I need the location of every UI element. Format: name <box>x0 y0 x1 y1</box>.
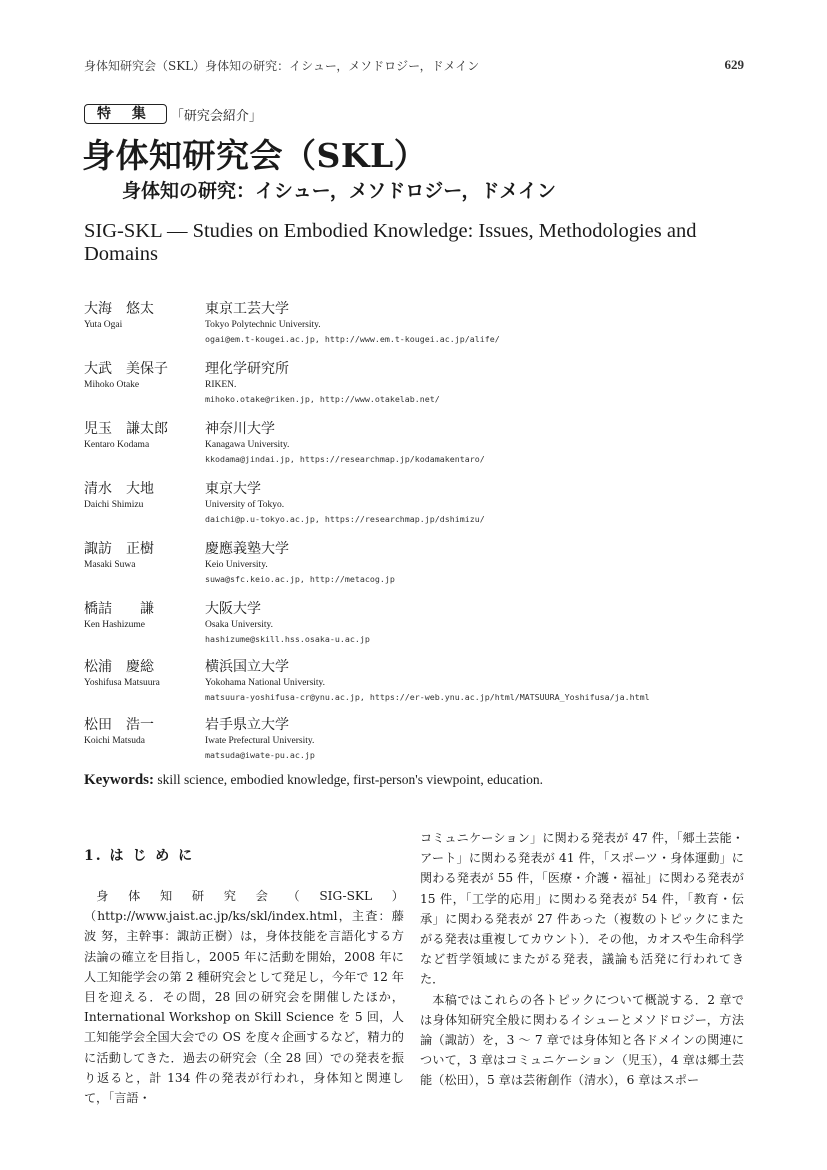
body-paragraph: 身体知研究会（SIG-SKL）（http://www.jaist.ac.jp/ks/skl/index.html，主査：藤波 努，主幹事：諏訪正樹）は，身体技能を言語化する方法論の確立を目指し，2005 年に活動を開始，2008 年に人工知能学会の第 2 種研究会として発足し，今年で 12 年目を迎える．その間，28 回の研究会を開催したほか，International Workshop on Skill Science を 5 回，人工知能学会全国大会での OS を度々企画するなど，精力的に活動してきた．過去の研究会（全 28 回）での発表を振り返ると，計 134 件の発表が行われ，身体知と関連して，「言語・ <box>84 889 404 1106</box>
author-name-ja: 橋詰 謙 <box>84 601 154 617</box>
author-contact: mihoko.otake@riken.jp, http://www.otakelab.net/ <box>205 394 440 404</box>
author-name-ja: 松浦 慶総 <box>84 659 154 675</box>
author-name-ja: 大武 美保子 <box>84 361 168 377</box>
author-name-en: Kentaro Kodama <box>84 440 150 450</box>
author-contact: matsuura-yoshifusa-cr@ynu.ac.jp, https://er-web.ynu.ac.jp/html/MATSUURA_Yoshifusa/ja.html <box>205 692 650 702</box>
affiliation-ja: 大阪大学 <box>205 601 261 617</box>
author-name-ja: 諏訪 正樹 <box>84 541 154 557</box>
author-name-en: Yuta Ogai <box>84 320 123 330</box>
affiliation-ja: 横浜国立大学 <box>205 659 289 675</box>
author-name-ja: 児玉 謙太郎 <box>84 421 168 437</box>
keywords-text: skill science, embodied knowledge, first-person's viewpoint, education. <box>157 772 543 787</box>
author-entry <box>84 538 784 594</box>
body-column-left <box>84 845 404 1108</box>
affiliation-ja: 神奈川大学 <box>205 421 275 437</box>
body-paragraph: 本稿ではこれらの各トピックについて概説する．2 章では身体知研究全般に関わるイシューとメソドロジー，方法論（諏訪）を，3 〜 7 章では身体知と各ドメインの関連について，3 章はコミュニケーション（児玉），4 章は郷土芸能（松田），5 章は芸術創作（清水），6 章はスポー <box>420 992 744 1088</box>
affiliation-en: Keio University. <box>205 560 268 570</box>
affiliation-en: Tokyo Polytechnic University. <box>205 320 321 330</box>
affiliation-en: University of Tokyo. <box>205 500 285 510</box>
author-entry <box>84 358 784 414</box>
author-contact: ogai@em.t-kougei.ac.jp, http://www.em.t-kougei.ac.jp/alife/ <box>205 334 500 344</box>
english-title: SIG-SKL — Studies on Embodied Knowledge: Issues, Methodologies and Domains <box>84 220 697 265</box>
author-contact: daichi@p.u-tokyo.ac.jp, https://researchmap.jp/dshimizu/ <box>205 514 485 524</box>
author-name-ja: 清水 大地 <box>84 481 154 497</box>
affiliation-en: Iwate Prefectural University. <box>205 736 315 746</box>
author-contact: matsuda@iwate-pu.ac.jp <box>205 750 315 760</box>
author-entry <box>84 298 784 354</box>
author-name-en: Ken Hashizume <box>84 620 145 630</box>
feature-box: 特 集 <box>84 104 167 124</box>
running-head <box>84 57 744 74</box>
affiliation-en: Yokohama National University. <box>205 678 326 688</box>
author-name-en: Daichi Shimizu <box>84 500 144 510</box>
feature-tag <box>84 104 262 124</box>
author-name-en: Masaki Suwa <box>84 560 136 570</box>
author-name-en: Koichi Matsuda <box>84 736 145 746</box>
body-paragraph: コミュニケーション」に関わる発表が 47 件，「郷土芸能・アート」に関わる発表が 41 件，「スポーツ・身体運動」に関わる発表が 55 件，「医療・介護・福祉」に関わる発表が 15 件，「工学的応用」に関わる発表が 54 件，「教育・伝承」に関わる発表が 27 件あった（複数のトピックにまたがる発表は重複してカウント）．その他，カオスや生命科学など哲学領域にまたがる発表，議論も活発に行われてきた． <box>420 831 744 987</box>
running-head-text: 身体知研究会（SKL）身体知の研究：イシュー，メソドロジー，ドメイン <box>84 59 480 73</box>
author-name-ja: 松田 浩一 <box>84 717 154 733</box>
section-heading: 1. は じ め に <box>84 848 195 864</box>
affiliation-en: Kanagawa University. <box>205 440 290 450</box>
author-contact: hashizume@skill.hss.osaka-u.ac.jp <box>205 634 370 644</box>
author-name-en: Yoshifusa Matsuura <box>84 678 160 688</box>
affiliation-ja: 理化学研究所 <box>205 361 289 377</box>
author-name-ja: 大海 悠太 <box>84 301 154 317</box>
affiliation-en: RIKEN. <box>205 380 237 390</box>
author-contact: kkodama@jindai.jp, https://researchmap.jp/kodamakentaro/ <box>205 454 485 464</box>
author-entry <box>84 714 784 770</box>
affiliation-ja: 岩手県立大学 <box>205 717 289 733</box>
affiliation-ja: 東京工芸大学 <box>205 301 289 317</box>
page-number: 629 <box>724 57 744 72</box>
paper-title: 身体知研究会（SKL） <box>82 136 428 175</box>
body-column-right <box>420 828 744 1091</box>
affiliation-en: Osaka University. <box>205 620 273 630</box>
feature-category: 「研究会紹介」 <box>170 108 262 124</box>
author-name-en: Mihoko Otake <box>84 380 140 390</box>
keywords <box>84 772 543 789</box>
author-entry <box>84 656 784 712</box>
author-entry <box>84 598 784 654</box>
author-contact: suwa@sfc.keio.ac.jp, http://metacog.jp <box>205 574 395 584</box>
keywords-label: Keywords: <box>84 772 154 788</box>
affiliation-ja: 慶應義塾大学 <box>205 541 289 557</box>
paper-subtitle: 身体知の研究：イシュー，メソドロジー，ドメイン <box>122 180 556 202</box>
author-entry <box>84 478 784 534</box>
author-entry <box>84 418 784 474</box>
affiliation-ja: 東京大学 <box>205 481 261 497</box>
